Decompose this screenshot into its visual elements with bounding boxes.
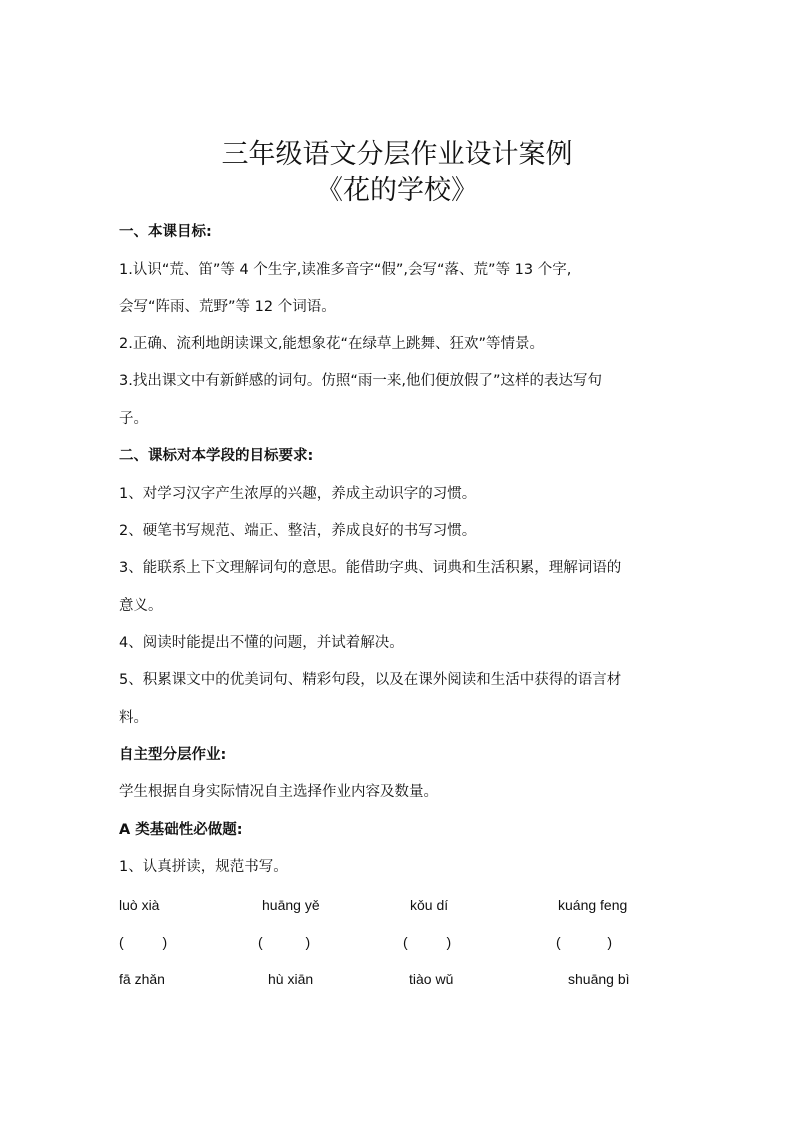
paragraph-line: 1.认识“荒、笛”等 4 个生字,读准多音字“假”,会写“落、荒”等 13 个字, xyxy=(119,262,572,278)
pinyin-prompt: kǒu dí xyxy=(410,897,449,913)
document-title: 三年级语文分层作业设计案例 xyxy=(221,139,573,170)
pinyin-prompt: kuáng feng xyxy=(558,897,628,913)
paragraph-line: 意义。 xyxy=(119,598,163,614)
paragraph-line: 子。 xyxy=(119,411,148,427)
pinyin-prompt: hù xiān xyxy=(268,971,314,987)
pinyin-prompt: luò xià xyxy=(119,897,160,913)
paragraph-line: 会写“阵雨、荒野”等 12 个词语。 xyxy=(119,299,336,315)
paragraph-line: 学生根据自身实际情况自主选择作业内容及数量。 xyxy=(119,784,438,800)
paragraph-line: 4、阅读时能提出不懂的问题，并试着解决。 xyxy=(119,635,404,651)
section-heading-homework: 自主型分层作业: xyxy=(119,747,227,763)
pinyin-prompt: tiào wǔ xyxy=(409,971,454,987)
paragraph-line: 3、能联系上下文理解词句的意思。能借助字典、词典和生活积累，理解词语的 xyxy=(119,560,622,576)
pinyin-prompt: huāng yě xyxy=(262,897,320,913)
section-heading-standards: 二、课标对本学段的目标要求: xyxy=(119,448,314,464)
paragraph-line: 3.找出课文中有新鲜感的词句。仿照“雨一来,他们便放假了”这样的表达写句 xyxy=(119,373,602,389)
paragraph-line: 料。 xyxy=(119,710,148,726)
answer-blank[interactable]: ( ) xyxy=(258,934,311,950)
paragraph-line: 2.正确、流利地朗读课文,能想象花“在绿草上跳舞、狂欢”等情景。 xyxy=(119,336,544,352)
answer-blank[interactable]: ( ) xyxy=(403,934,452,950)
pinyin-prompt: fā zhǎn xyxy=(119,971,165,987)
paragraph-line: 1、对学习汉字产生浓厚的兴趣，养成主动识字的习惯。 xyxy=(119,486,477,502)
document-subtitle: 《花的学校》 xyxy=(316,175,478,206)
paragraph-line: 5、积累课文中的优美词句、精彩句段，以及在课外阅读和生活中获得的语言材 xyxy=(119,672,622,688)
answer-blank[interactable]: ( ) xyxy=(556,934,612,950)
section-heading-goals: 一、本课目标: xyxy=(119,224,212,240)
pinyin-prompt: shuāng bì xyxy=(568,971,630,987)
paragraph-line: 2、硬笔书写规范、端正、整洁，养成良好的书写习惯。 xyxy=(119,523,477,539)
section-heading-type-a: A 类基础性必做题: xyxy=(119,822,243,838)
answer-blank[interactable]: ( ) xyxy=(119,934,168,950)
exercise-instruction: 1、认真拼读，规范书写。 xyxy=(119,859,288,875)
